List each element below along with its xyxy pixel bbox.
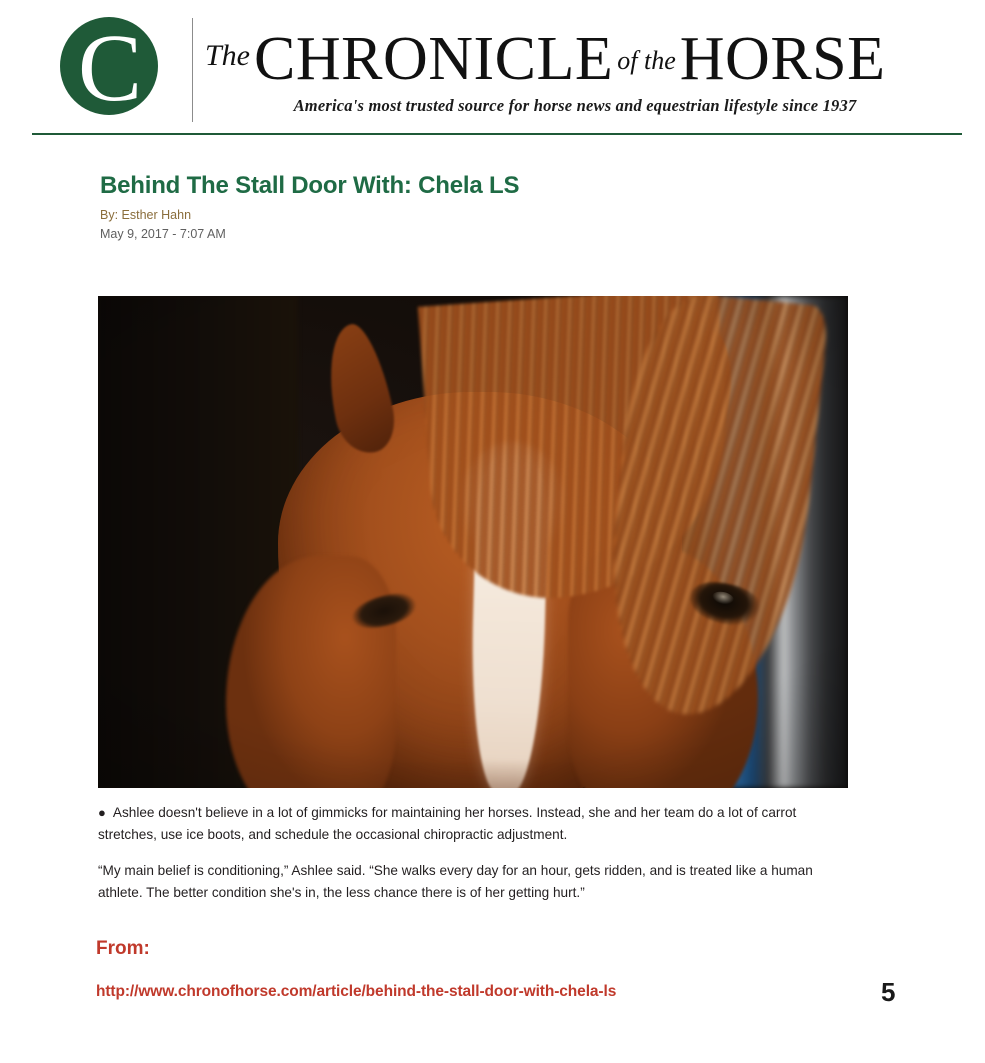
photo-canvas: [98, 296, 848, 788]
page-number: 5: [881, 977, 896, 1007]
masthead-word-chronicle: CHRONICLE: [254, 25, 614, 93]
source-url-link[interactable]: http://www.chronofhorse.com/article/behind-the-stall-door-with-chela-ls: [96, 983, 617, 1000]
bullet-icon: ●: [98, 805, 106, 820]
source-from-label: From:: [96, 938, 150, 959]
masthead-word-ofthe: of the: [617, 46, 676, 75]
masthead-word-the: The: [205, 39, 250, 72]
masthead-title: [205, 24, 945, 95]
article-paragraph-1-text: Ashlee doesn't believe in a lot of gimmicks for maintaining her horses. Instead, she and her team do a lot of carrot stretches, use ice boots, and schedule the occasional chiropractic adjustment.: [98, 805, 797, 843]
masthead: [0, 0, 985, 130]
article-timestamp: May 9, 2017 - 7:07 AM: [100, 227, 226, 241]
article-paragraph-bulleted: [98, 802, 850, 846]
masthead-horizontal-rule: [32, 133, 962, 135]
logo-letter: C: [77, 17, 141, 115]
masthead-tagline: America's most trusted source for horse news and equestrian lifestyle since 1937: [293, 96, 857, 115]
photo-vignette: [98, 296, 848, 788]
article-body: [98, 802, 850, 918]
article-photo: [98, 296, 848, 788]
page-title: Behind The Stall Door With: Chela LS: [100, 172, 520, 199]
masthead-word-horse: HORSE: [679, 25, 886, 93]
article-header: [100, 172, 890, 241]
article-byline: By: Esther Hahn: [100, 208, 192, 222]
masthead-vertical-divider: [192, 18, 193, 122]
article-paragraph-2: “My main belief is conditioning,” Ashlee said. “She walks every day for an hour, gets ridden, and is treated like a human athlete. The better condition she's in, the less chance there is of her getting hurt.”: [98, 863, 813, 901]
chronicle-logo-mark: [60, 17, 158, 115]
